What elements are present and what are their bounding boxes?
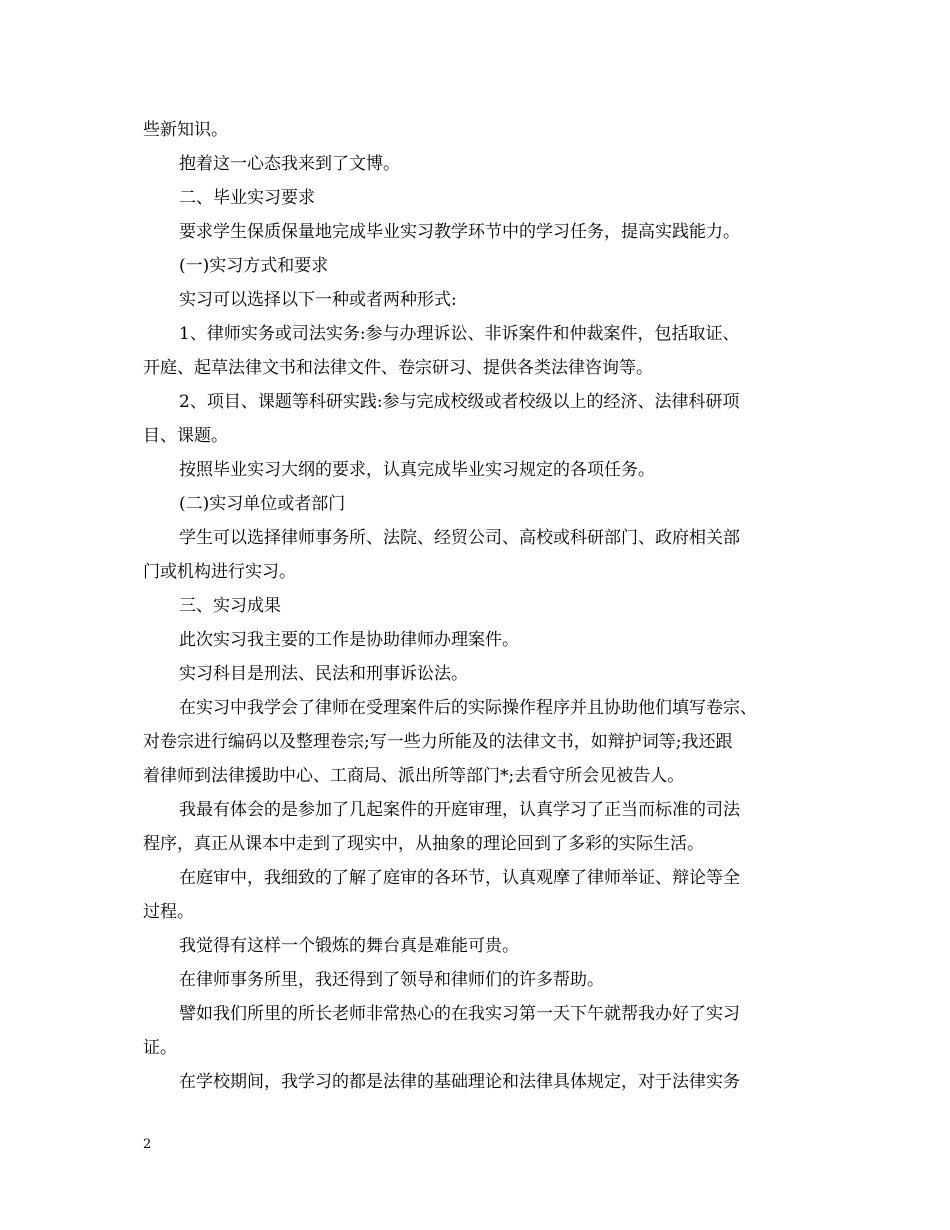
text-line: 在学校期间，我学习的都是法律的基础理论和法律具体规定，对于法律实务 [179, 1072, 740, 1092]
text-line: 着律师到法律援助中心、工商局、派出所等部门*;去看守所会见被告人。 [143, 766, 685, 786]
text-line: 按照毕业实习大纲的要求，认真完成毕业实习规定的各项任务。 [179, 460, 655, 480]
text-line: 我觉得有这样一个锻炼的舞台真是难能可贵。 [179, 936, 519, 956]
text-line: 证。 [143, 1038, 177, 1058]
text-line: 二、毕业实习要求 [179, 188, 315, 208]
text-line: 些新知识。 [143, 120, 228, 140]
text-line: (二)实习单位或者部门 [179, 494, 346, 514]
text-line: 在庭审中，我细致的了解了庭审的各环节，认真观摩了律师举证、辩论等全 [179, 868, 740, 888]
text-line: 在律师事务所里，我还得到了领导和律师们的许多帮助。 [179, 970, 604, 990]
text-line: 三、实习成果 [179, 596, 281, 616]
text-line: 目、课题。 [143, 426, 228, 446]
document-body [143, 113, 819, 1099]
text-line: 我最有体会的是参加了几起案件的开庭审理，认真学习了正当而标准的司法 [179, 800, 740, 820]
text-line: 譬如我们所里的所长老师非常热心的在我实习第一天下午就帮我办好了实习 [179, 1004, 740, 1024]
text-line: 程序，真正从课本中走到了现实中，从抽象的理论回到了多彩的实际生活。 [143, 834, 704, 854]
text-line: 对卷宗进行编码以及整理卷宗;写一些力所能及的法律文书，如辩护词等;我还跟 [143, 732, 733, 752]
text-line: 1、律师实务或司法实务:参与办理诉讼、非诉案件和仲裁案件，包括取证、 [179, 324, 740, 344]
text-line: 在实习中我学会了律师在受理案件后的实际操作程序并且协助他们填写卷宗、 [179, 698, 757, 718]
text-line: 2、项目、课题等科研实践:参与完成校级或者校级以上的经济、法律科研项 [179, 392, 740, 412]
page-number: 2 [143, 1137, 152, 1152]
text-line: 此次实习我主要的工作是协助律师办理案件。 [179, 630, 519, 650]
text-line: 实习科目是刑法、民法和刑事诉讼法。 [179, 664, 468, 684]
text-line: 要求学生保质保量地完成毕业实习教学环节中的学习任务，提高实践能力。 [179, 222, 740, 242]
text-line: 学生可以选择律师事务所、法院、经贸公司、高校或科研部门、政府相关部 [179, 528, 740, 548]
text-line: (一)实习方式和要求 [179, 256, 329, 276]
text-line: 过程。 [143, 902, 194, 922]
text-line: 门或机构进行实习。 [143, 562, 296, 582]
text-line: 开庭、起草法律文书和法律文件、卷宗研习、提供各类法律咨询等。 [143, 358, 653, 378]
text-line: 抱着这一心态我来到了文博。 [179, 154, 400, 174]
text-line: 实习可以选择以下一种或者两种形式: [179, 290, 457, 310]
